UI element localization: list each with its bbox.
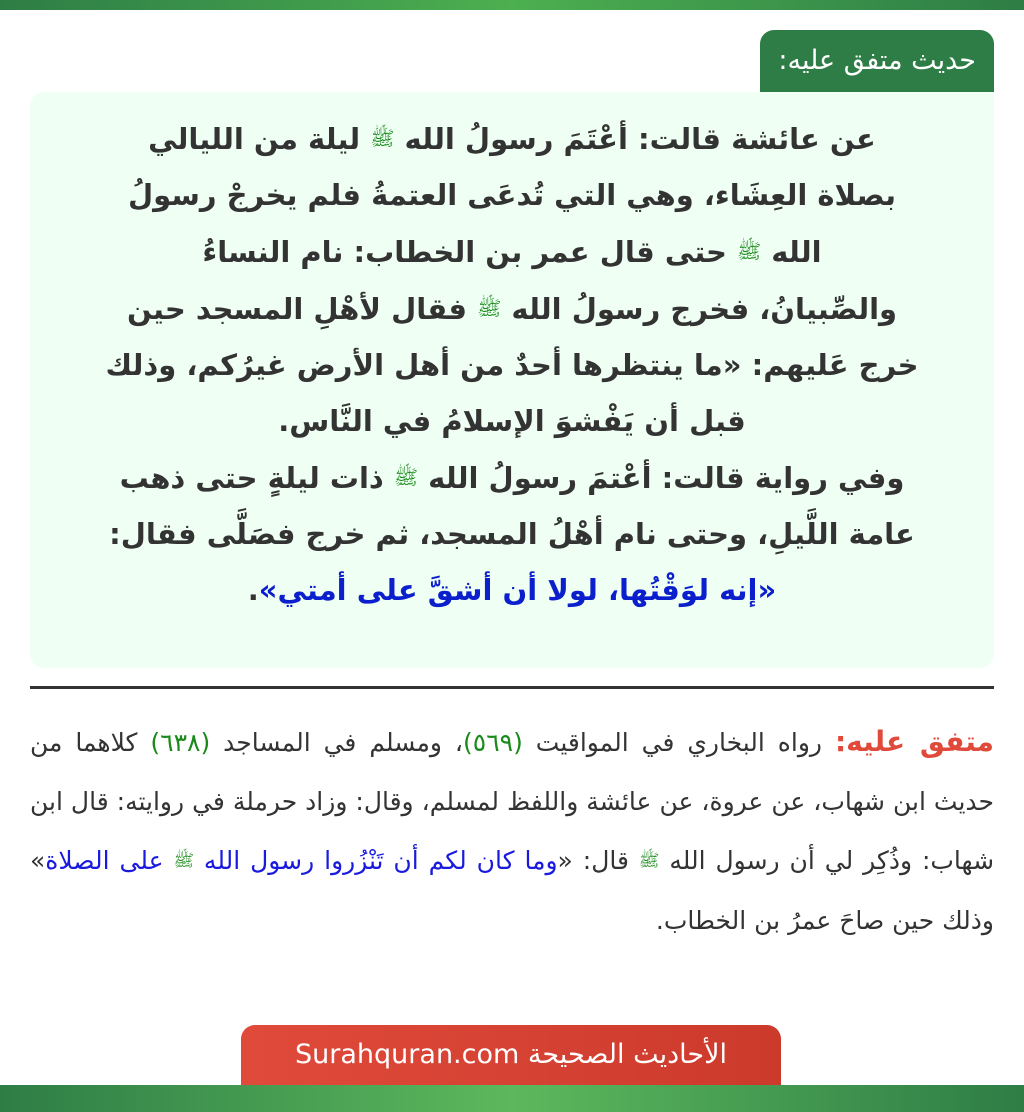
section-divider — [30, 686, 994, 689]
hadith-line: والصِّبيانُ، فخرج رسولُ الله ﷺ فقال لأهْلِ المسجد حين — [126, 292, 898, 326]
hadith-text-box — [30, 92, 994, 668]
salawat-icon: ﷺ — [393, 465, 419, 489]
hadith-line: قبل أن يَفْشوَ الإسلامُ في النَّاس. — [278, 404, 746, 438]
hadith-line: عامة اللَّيلِ، وحتى نام أهْلُ المسجد، ثم خرج فصَلَّى فقال: — [109, 517, 915, 551]
salawat-icon: ﷺ — [370, 126, 395, 150]
prophet-quote: «إنه لوَقْتُها، لولا أن أشقَّ على أمتي» — [258, 573, 777, 607]
hadith-line: وفي رواية قالت: أعْتمَ رسولُ الله ﷺ ذات ليلةٍ حتى ذهب — [119, 461, 905, 495]
quote-text: على الصلاة — [45, 846, 174, 875]
salawat-icon: ﷺ — [477, 296, 502, 320]
takhrij-paragraph: متفق عليه: رواه البخاري في المواقيت (٥٦٩)، ومسلم في المساجد (٦٣٨) كلاهما من حديث ابن شهاب، عن عروة، عن عائشة واللفظ لمسلم، وقال: وزاد حرملة في روايته: قال ابن شهاب: وذُكِر لي أن رسول الله ﷺ قال: «وما كان لكم أن تَنْزُروا رسول الله ﷺ على الصلاة» وذلك حين صاحَ عمرُ بن الخطاب. — [30, 725, 995, 935]
hadith-line: خرج عَليهم: «ما ينتظرها أحدٌ من أهل الأرض غيرُكم، وذلك — [105, 348, 919, 382]
salawat-icon: ﷺ — [737, 239, 762, 263]
page-title: حديث متفق عليه: — [760, 30, 994, 92]
hadith-number: (٥٦٩) — [463, 728, 523, 757]
bottom-decorative-bar — [0, 1085, 1024, 1112]
quote-text: وما كان لكم أن تَنْزُروا رسول الله — [194, 846, 558, 875]
hadith-line: «إنه لوَقْتُها، لولا أن أشقَّ على أمتي». — [247, 573, 777, 607]
salawat-icon: ﷺ — [638, 851, 660, 871]
hadith-line: عن عائشة قالت: أعْتَمَ رسولُ الله ﷺ ليلة من الليالي — [148, 122, 876, 156]
hadith-line: بصلاة العِشَاء، وهي التي تُدعَى العتمةُ فلم يخرجْ رسولُ — [127, 178, 896, 212]
grade-label: متفق عليه: — [834, 725, 994, 758]
salawat-icon: ﷺ — [173, 851, 194, 871]
top-decorative-bar — [0, 0, 1024, 10]
hadith-line: الله ﷺ حتى قال عمر بن الخطاب: نام النساءُ — [202, 235, 822, 269]
site-brand-badge: الأحاديث الصحيحة Surahquran.com — [241, 1025, 781, 1085]
hadith-number: (٦٣٨) — [150, 728, 211, 757]
